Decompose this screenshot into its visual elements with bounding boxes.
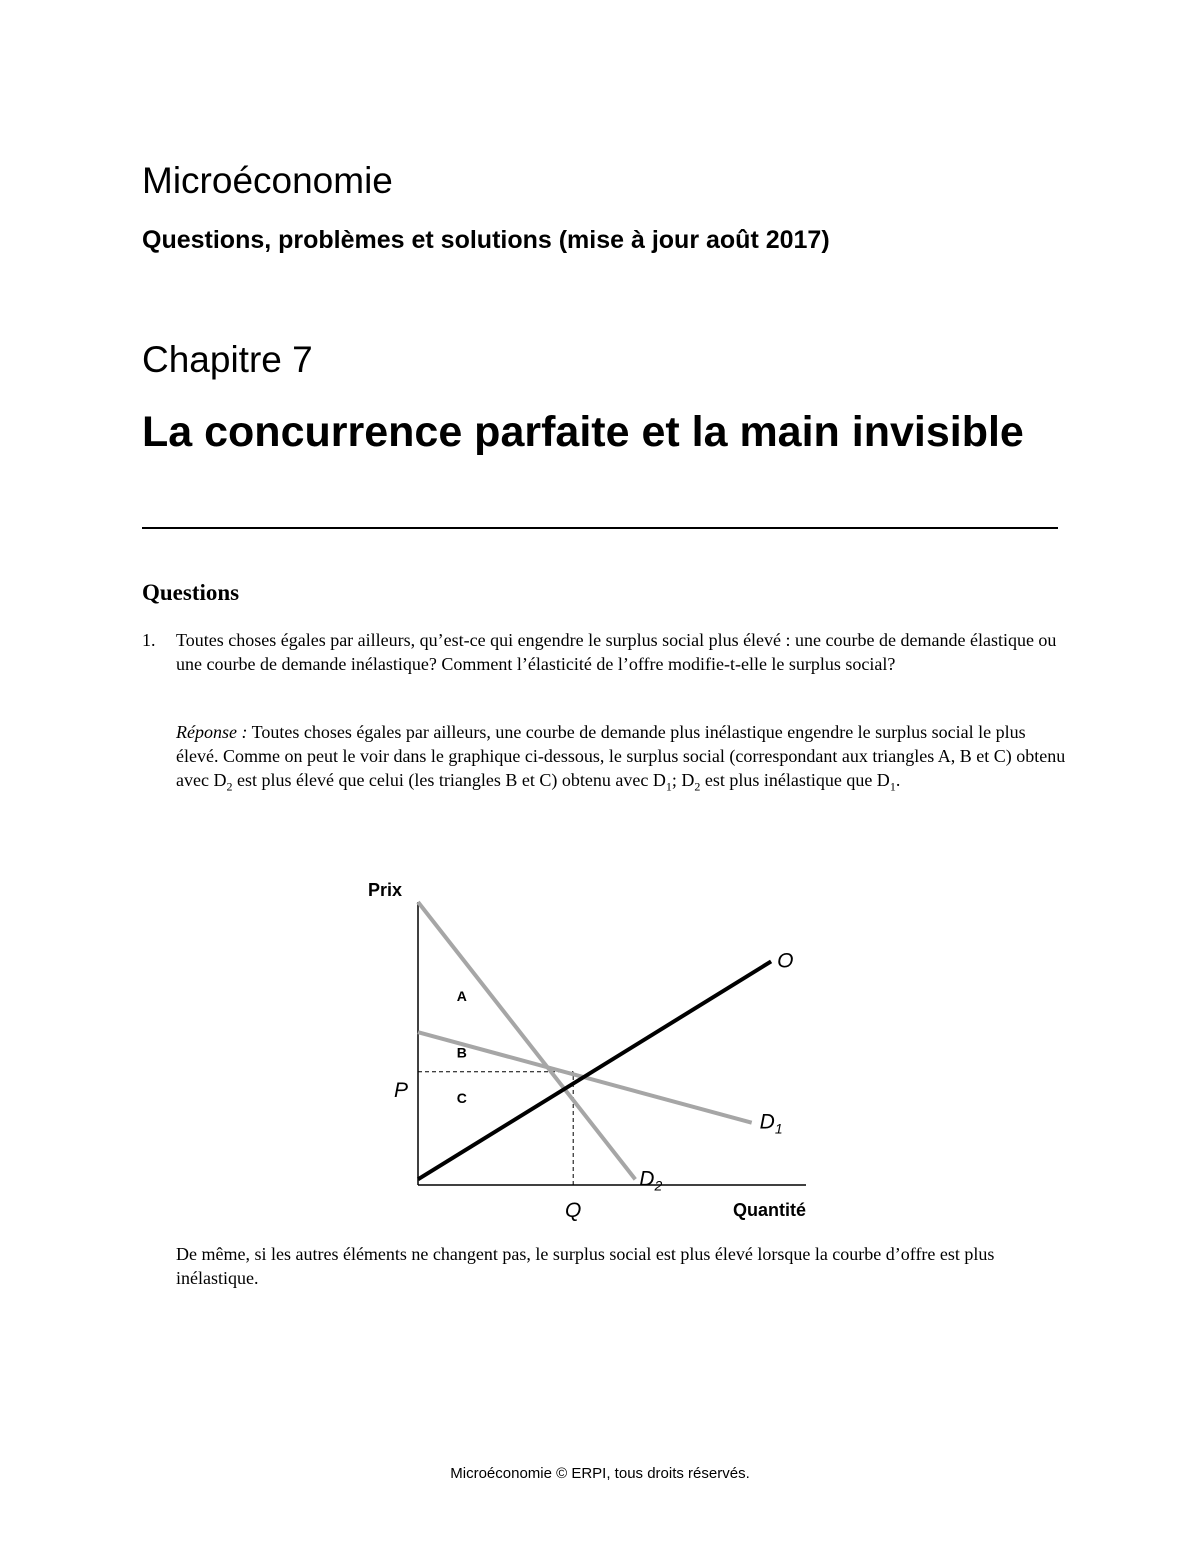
answer-text-2: est plus élevé que celui (les triangles B et C) obtenu avec D <box>232 770 666 790</box>
answer-paragraph <box>176 720 1066 792</box>
region-label-c: C <box>456 1089 467 1106</box>
answer-text-4: est plus inélastique que D <box>700 770 890 790</box>
title-divider <box>142 527 1058 529</box>
section-heading: Questions <box>142 580 240 605</box>
answer-subscript: 2 <box>226 779 233 794</box>
answer-text-5: . <box>895 770 901 790</box>
answer-label: Réponse : <box>176 722 248 742</box>
d2-letter: D <box>639 1167 655 1191</box>
region-label-b: B <box>456 1044 467 1061</box>
supply-demand-chart <box>340 860 860 1230</box>
page-footer: Microéconomie © ERPI, tous droits réservés. <box>450 1465 750 1482</box>
region-label-a: A <box>456 988 467 1005</box>
x-axis-label: Quantité <box>733 1200 807 1220</box>
answer-subscript: 1 <box>665 779 672 794</box>
answer-subscript: 1 <box>889 779 896 794</box>
book-subtitle: Questions, problèmes et solutions (mise à jour août 2017) <box>142 226 830 254</box>
answer-text-3: ; D <box>671 770 695 790</box>
chapter-title: La concurrence parfaite et la main invisible <box>142 408 1024 456</box>
question-text: Toutes choses égales par ailleurs, qu’est-ce qui engendre le surplus social plus élevé : une courbe de demande élastique ou une courbe de demande inélastique? Comment l’élasticité de l’offre modifie-t-elle le surplus social? <box>176 630 1057 674</box>
d2-subscript: 2 <box>654 1177 663 1194</box>
d1-subscript: 1 <box>774 1120 783 1137</box>
book-title: Microéconomie <box>142 160 393 201</box>
quantity-label: Q <box>565 1199 582 1222</box>
demand-curve-d2-label <box>639 1167 662 1193</box>
y-axis-label: Prix <box>368 880 403 900</box>
answer-text-1: Toutes choses égales par ailleurs, une courbe de demande plus inélastique engendre le surplus social le plus élevé. Comme on peut le voir dans le graphique ci-dessous, le surplus social (correspondant aux triangles A, B et C) obtenu avec D <box>176 722 1066 790</box>
question-number: 1. <box>142 630 156 650</box>
supply-curve-o <box>418 961 771 1179</box>
price-label: P <box>394 1079 409 1102</box>
demand-curve-d1-label <box>760 1111 783 1137</box>
followup-paragraph: De même, si les autres éléments ne changent pas, le surplus social est plus élevé lorsque la courbe d’offre est plus inélastique. <box>176 1244 995 1288</box>
supply-curve-label: O <box>777 949 794 973</box>
answer-subscript: 2 <box>694 779 701 794</box>
d1-letter: D <box>759 1110 775 1134</box>
chapter-number: Chapitre 7 <box>142 339 313 380</box>
